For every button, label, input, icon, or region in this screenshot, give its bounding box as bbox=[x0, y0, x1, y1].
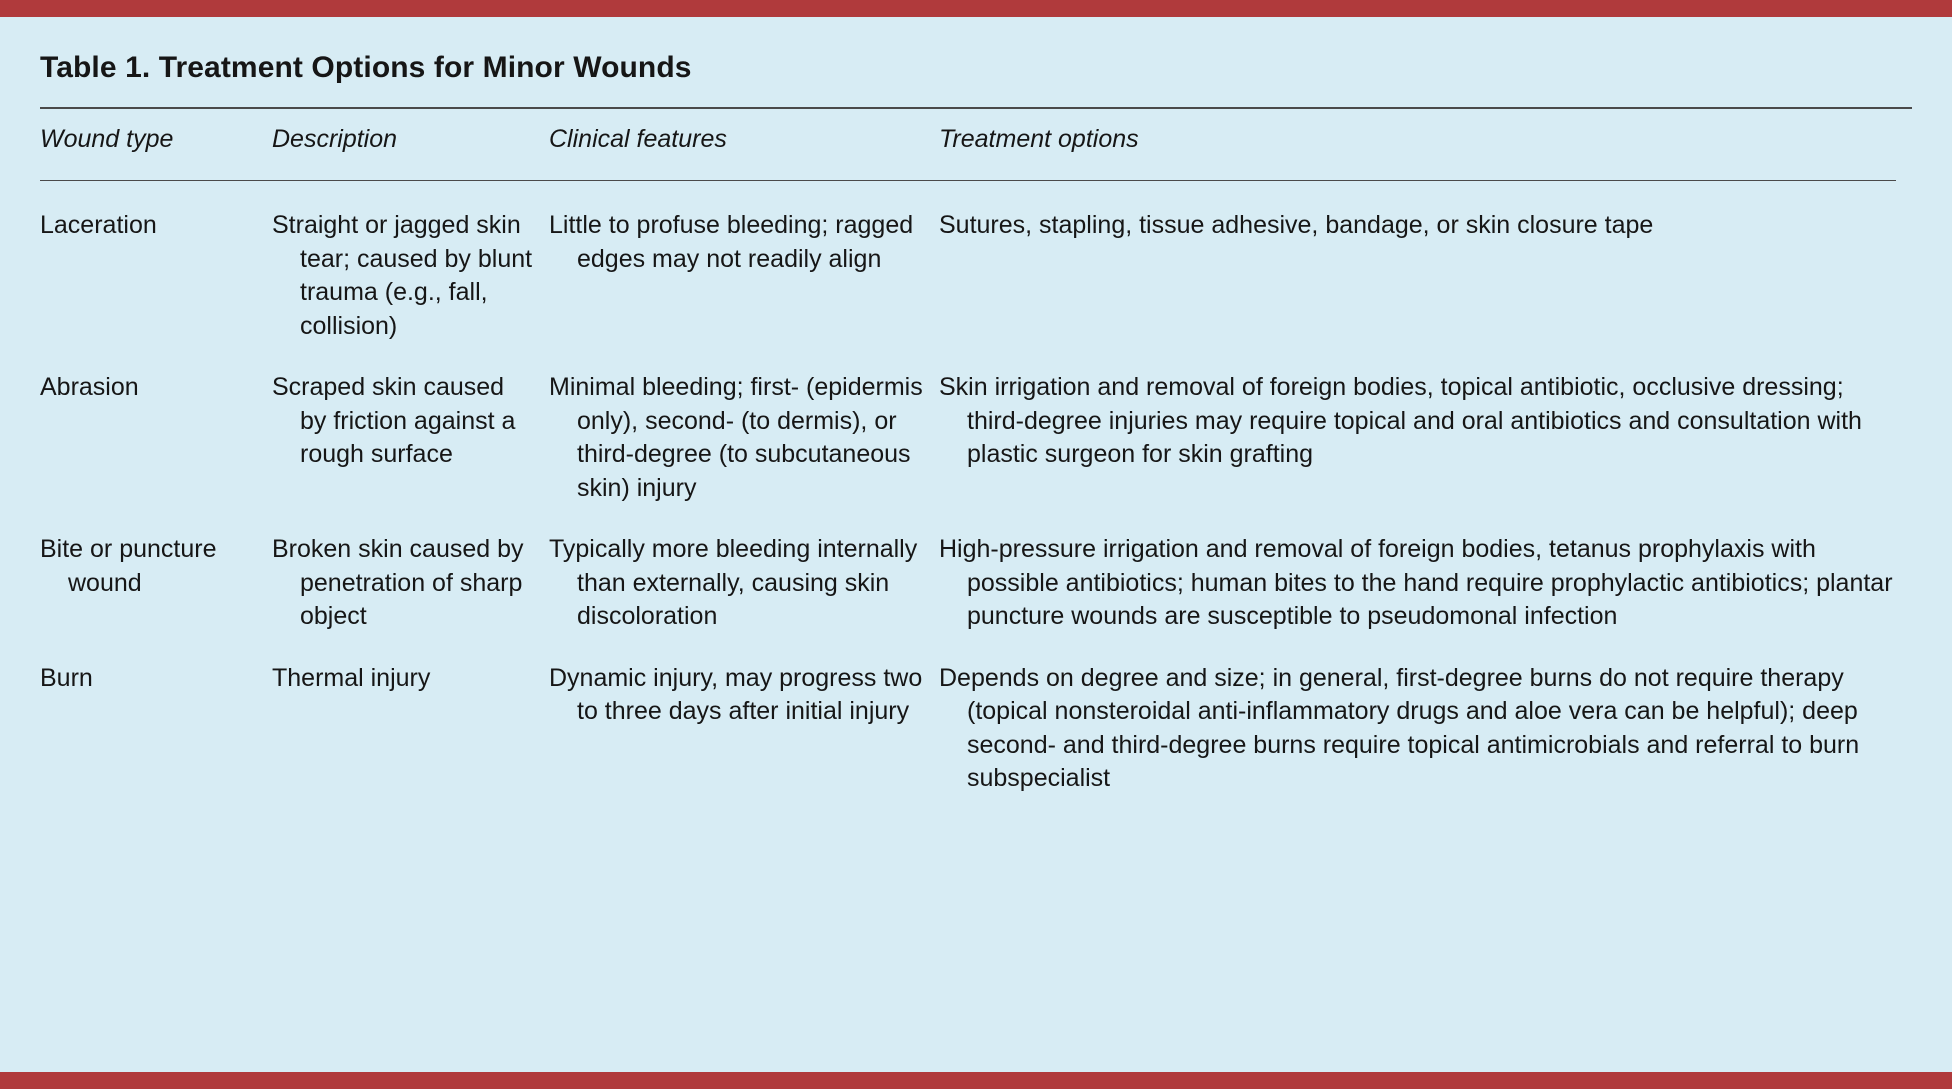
cell-clinical-features: Dynamic injury, may progress two to three days after initial injury bbox=[549, 663, 923, 725]
table-title: Table 1. Treatment Options for Minor Wounds bbox=[40, 51, 692, 84]
column-header-clinical-features: Clinical features bbox=[549, 125, 727, 153]
table-container bbox=[0, 17, 1952, 1072]
table-header-row bbox=[40, 109, 1912, 166]
cell-treatment-options: High-pressure irrigation and removal of foreign bodies, tetanus prophylaxis with possible antibiotics; human bites to the hand require prophylactic antibiotics; plantar puncture wounds are susceptible to pseudomonal infection bbox=[939, 535, 1893, 630]
header-divider bbox=[40, 180, 1896, 181]
cell-description: Scraped skin caused by friction against a rough surface bbox=[272, 373, 516, 468]
column-header-description: Description bbox=[272, 125, 398, 153]
table-row bbox=[40, 519, 1912, 648]
column-header-wound-type: Wound type bbox=[40, 125, 174, 153]
cell-clinical-features: Little to profuse bleeding; ragged edges may not readily align bbox=[549, 211, 914, 273]
cell-wound-type: Burn bbox=[40, 663, 93, 692]
cell-wound-type: Abrasion bbox=[40, 373, 139, 401]
cell-treatment-options: Depends on degree and size; in general, first-degree burns do not require therapy (topical nonsteroidal anti-inflammatory drugs and aloe vera can be helpful); deep second- and third-degree burns require topical antimicrobials and referral to burn subspecialist bbox=[939, 663, 1860, 792]
treatment-options-table bbox=[40, 109, 1912, 810]
cell-treatment-options: Sutures, stapling, tissue adhesive, bandage, or skin closure tape bbox=[939, 211, 1654, 239]
cell-description: Thermal injury bbox=[272, 663, 431, 692]
header-divider-row bbox=[40, 166, 1912, 195]
cell-clinical-features: Minimal bleeding; first- (epidermis only), second- (to dermis), or third-degree (to subcutaneous skin) injury bbox=[549, 373, 923, 502]
cell-description: Straight or jagged skin tear; caused by blunt trauma (e.g., fall, collision) bbox=[272, 211, 533, 340]
column-header-treatment-options: Treatment options bbox=[939, 125, 1139, 153]
table-row bbox=[40, 648, 1912, 810]
cell-treatment-options: Skin irrigation and removal of foreign bodies, topical antibiotic, occlusive dressing; third-degree injuries may require topical and oral antibiotics and consultation with plastic surgeon for skin grafting bbox=[939, 373, 1862, 468]
cell-clinical-features: Typically more bleeding internally than externally, causing skin discoloration bbox=[549, 535, 918, 630]
table-row bbox=[40, 357, 1912, 519]
table-row bbox=[40, 195, 1912, 357]
cell-wound-type: Laceration bbox=[40, 211, 157, 239]
cell-wound-type: Bite or puncture wound bbox=[40, 535, 217, 597]
cell-description: Broken skin caused by penetration of sharp object bbox=[272, 535, 524, 630]
header-divider-cell bbox=[40, 166, 1912, 195]
